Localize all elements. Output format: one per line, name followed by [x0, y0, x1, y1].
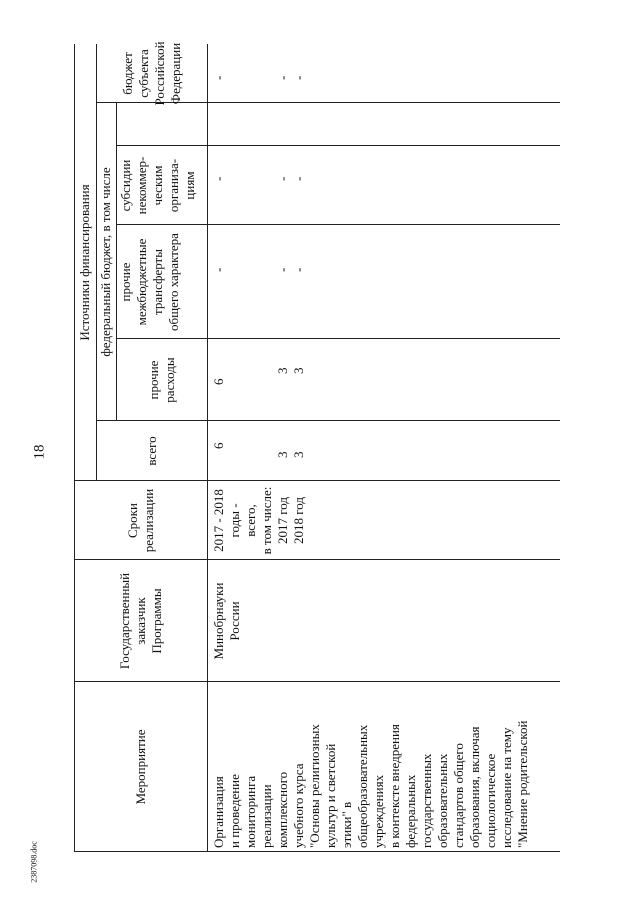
interbudget-value: -	[291, 267, 306, 272]
regional-value: -	[291, 75, 306, 80]
implementation-terms: 2017 - 2018 годы - всего, в том числе: 2017 год 2018 год	[211, 486, 306, 555]
total-value: 6	[211, 442, 226, 449]
header-terms: Сроки реализации	[124, 488, 156, 553]
other-expenses-value: 3	[291, 367, 306, 374]
financing-table	[74, 41, 560, 852]
regional-value: -	[211, 75, 226, 80]
document-filename: 2387098.doc	[29, 841, 39, 883]
header-regional: бюджет субъекта Российской Федерации	[119, 41, 183, 106]
state-customer: Минобрнауки России	[211, 582, 242, 660]
total-value: 3	[275, 451, 290, 458]
interbudget-value: -	[275, 267, 290, 272]
header-other-expenses: прочие расходы	[145, 357, 177, 403]
header-subsidies: субсидии некоммер-ческим организа-циям	[118, 156, 197, 215]
page-number: 18	[31, 444, 48, 460]
other-expenses-value: 6	[211, 378, 226, 385]
header-total: всего	[143, 436, 159, 466]
header-sources: Источники финансирования	[77, 184, 92, 341]
subsidies-value: -	[211, 176, 226, 181]
header-federal: федеральный бюджет, в том числе	[98, 167, 113, 357]
header-customer: Государственный заказчик Программы	[116, 572, 164, 670]
interbudget-value: -	[211, 267, 226, 272]
subsidies-value: -	[291, 176, 306, 181]
regional-value: -	[275, 75, 290, 80]
measure-description: Организация и проведение мониторинга реализации комплексного учебного курса "Основы религиозных культур и светской этики" в общеобразовательных учреждениях в контексте внедрения федеральных государственных образовательных стандартов общего образования, включая социологическое исследование на тему "Мнение родительской	[211, 720, 530, 848]
subsidies-value: -	[275, 176, 290, 181]
total-value: 3	[291, 451, 306, 458]
header-interbudget: прочие межбюджетные трансферты общего характера	[118, 233, 181, 331]
other-expenses-value: 3	[275, 367, 290, 374]
header-measure: Мероприятие	[132, 729, 148, 805]
